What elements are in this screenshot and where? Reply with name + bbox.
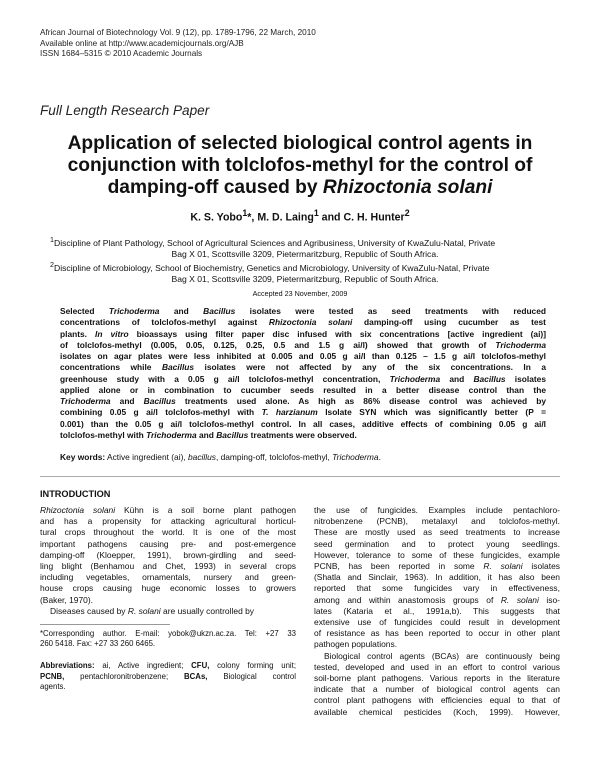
- body-line: soil-borne plant pathogens. Various reports in the literature: [314, 673, 560, 684]
- affiliation-2: [50, 260, 560, 274]
- body-line: (Baker, 1970).: [40, 594, 93, 605]
- author-list: [40, 208, 560, 224]
- paper-type: Full Length Research Paper: [40, 103, 210, 118]
- body-line: PCNB, has been reported in some R. solani isolates: [314, 561, 560, 572]
- affiliation-2-cont: Bag X 01, Scottsville 3209, Pietermaritzburg, Republic of South Africa.: [171, 274, 439, 285]
- abstract-line: concentrations of tolclofos-methyl against Rhizoctonia solani damping-off using cucumber as test: [60, 317, 546, 328]
- affiliation-number: 1: [50, 236, 54, 244]
- author-affiliation-mark: 1: [313, 208, 319, 218]
- affiliation-text: Discipline of Microbiology, School of Biochemistry, Genetics and Microbiology, University of KwaZulu-Natal, Private: [53, 263, 490, 274]
- body-line: Rhizoctonia solani Kühn is a soil borne plant pathogen: [40, 505, 296, 515]
- author-affiliation-mark: 1: [242, 208, 248, 218]
- left-column: [40, 505, 296, 617]
- body-line: available chemical pesticides (Koch, 1999). However,: [314, 706, 560, 717]
- author-separator: ,: [251, 211, 258, 224]
- body-line: Diseases caused by R. solani are usually controlled by: [50, 605, 255, 616]
- keyword-text: .: [378, 452, 381, 462]
- abbreviations-line: Abbreviations: ai, Active ingredient; CFU, colony forming unit;: [40, 661, 296, 670]
- abstract-line: 0.001) than the 0.05 g ai/l tolclofos-methyl control. In all cases, additive effects of combining 0.05 g ai/l: [60, 418, 546, 429]
- affiliations: [50, 235, 560, 286]
- body-line: seed germination and to protect young seedlings.: [314, 538, 560, 549]
- body-line: pathogen populations.: [314, 639, 398, 650]
- abstract-line: applied alone or in combination to cucumber seeds resulted in a better disease control than the: [60, 384, 546, 395]
- affiliation-number: 2: [50, 261, 54, 270]
- body-line: However, tolerance to some of these fungicides, example: [314, 549, 560, 560]
- author-affiliation-mark: 2: [404, 208, 410, 218]
- body-line: house crops causing huge economic losses to growers: [40, 583, 296, 594]
- author-separator: and: [318, 211, 344, 224]
- footnote-line: *Corresponding author. E-mail: yobok@ukzn.ac.za. Tel: +27 33: [40, 629, 296, 638]
- body-line: These are mostly used as seed treatments to increase: [314, 527, 560, 538]
- body-line: nitrobenzene (PCNB), metalaxyl and tolclofos-methyl.: [314, 516, 560, 527]
- keywords-label: Key words:: [60, 452, 106, 462]
- keywords: [60, 452, 550, 462]
- abbreviations-line: PCNB, pentachloronitrobenzene; BCAs, Biological control: [40, 671, 296, 681]
- author-name: M. D. Laing: [257, 211, 314, 224]
- keyword-text: Trichoderma: [332, 452, 379, 462]
- paper-title: [44, 133, 556, 199]
- body-line: control plant pathogens with efficiencies equal to that of: [314, 695, 560, 706]
- author-name: C. H. Hunter: [343, 211, 405, 224]
- body-line: indicate that a number of biological control agents can: [314, 684, 560, 695]
- body-line: damping-off (Kloepper, 1991), brown-girdling and seed-: [40, 549, 296, 560]
- title-line: conjunction with tolclofos-methyl for the control of: [67, 155, 533, 176]
- body-line: tested, developed and used in an effort to control various: [314, 661, 560, 672]
- right-column: [314, 505, 560, 718]
- body-line: extensive use of fungicides could result in development: [314, 617, 560, 628]
- affiliation-1: [50, 235, 560, 249]
- keyword-text: Active ingredient (ai),: [105, 452, 189, 462]
- title-species: Rhizoctonia solani: [322, 177, 493, 198]
- affiliation-text: Discipline of Plant Pathology, School of Agricultural Sciences and Agribusiness, University of KwaZulu-Natal, Private: [53, 237, 496, 248]
- body-line: among and within anastomosis groups of R. solani iso-: [314, 594, 560, 605]
- body-line: tural crops throughout the world. It is one of the most: [40, 527, 296, 538]
- abstract-line: Trichoderma and Bacillus treatments used alone. As high as 86% disease control was achieved by: [60, 396, 547, 406]
- body-line: (Shatla and Sinclair, 1963). In addition, it has also been: [314, 572, 560, 583]
- body-line: important pathogens causing pre- and post-emergence: [40, 538, 296, 549]
- title-line: [44, 177, 556, 199]
- journal-citation: African Journal of Biotechnology Vol. 9 (12), pp. 1789-1796, 22 March, 2010: [40, 28, 316, 37]
- abstract: [60, 306, 546, 441]
- title-text: damping-off caused by: [107, 177, 323, 198]
- body-line: the use of fungicides. Examples include pentachloro-: [314, 505, 560, 515]
- abstract-line: greenhouse study with a 0.05 g ai/l tolclofos-methyl concentration, Trichoderma and Bacillus isolates: [60, 373, 546, 384]
- body-line: reported that some fungicides vary in effectiveness,: [314, 583, 560, 594]
- abstract-line: combining 0.05 g ai/l tolclofos-methyl with T. harzianum Isolate SYN which was significantly better (P =: [60, 407, 546, 418]
- footnote-divider: [40, 624, 170, 625]
- abstract-line: concentrations while Bacillus isolates were not affected by any of the six concentrations. In a: [60, 362, 546, 373]
- abstract-line: Selected Trichoderma and Bacillus isolates were tested as seed treatments with reduced: [60, 306, 546, 316]
- abstract-line: of tolclofos-methyl (0.005, 0.05, 0.125, 0.25, 0.5 and 1.5 g ai/l) showed that growth of Trichoderma: [60, 339, 546, 350]
- body-line: of resistance as has been reported to occur in other plant: [314, 628, 560, 639]
- abstract-line: plants. In vitro bioassays using filter paper disc infused with six concentrations [active ingredient (ai)]: [60, 328, 546, 339]
- journal-url: Available online at http://www.academicjournals.org/AJB: [40, 38, 244, 48]
- abstract-line: tolclofos-methyl with Trichoderma and Bacillus treatments were observed.: [60, 429, 357, 440]
- abbreviations-line: agents.: [40, 682, 66, 692]
- footnote-line: 260 5418. Fax: +27 33 260 6465.: [40, 639, 156, 649]
- title-line: Application of selected biological control agents in: [67, 133, 533, 154]
- journal-issn: ISSN 1684–5315 © 2010 Academic Journals: [40, 49, 203, 59]
- keyword-text: , damping-off, tolclofos-methyl,: [215, 452, 333, 462]
- corresponding-mark: *: [247, 211, 252, 224]
- body-line: including vegetables, ornamentals, nursery and green-: [40, 572, 296, 583]
- corresponding-author-footnote: [40, 629, 296, 650]
- introduction-heading: INTRODUCTION: [40, 489, 111, 499]
- body-line: and has a propensity for attacking agricultural horticul-: [40, 516, 296, 527]
- body-line: lates (Kataria et al., 1991a,b). This suggests that: [314, 605, 560, 616]
- affiliation-1-cont: Bag X 01, Scottsville 3209, Pietermaritzburg, Republic of South Africa.: [171, 249, 439, 260]
- keyword-text: bacillus: [188, 452, 216, 462]
- author-name: K. S. Yobo: [190, 211, 243, 224]
- abstract-line: isolates on agar plates were less inhibited at 0.005 and 0.05 g ai/l than 0.125 – 1.5 g ai/l tolclofos-methyl: [60, 351, 546, 361]
- section-divider: [40, 476, 560, 477]
- journal-header: [40, 28, 316, 60]
- body-line: ling blight (Benhamou and Chet, 1993) in several crops: [40, 561, 296, 572]
- accepted-date: Accepted 23 November, 2009: [252, 289, 348, 298]
- body-line: Biological control agents (BCAs) are continuously being: [324, 650, 560, 661]
- abbreviations: [40, 661, 296, 693]
